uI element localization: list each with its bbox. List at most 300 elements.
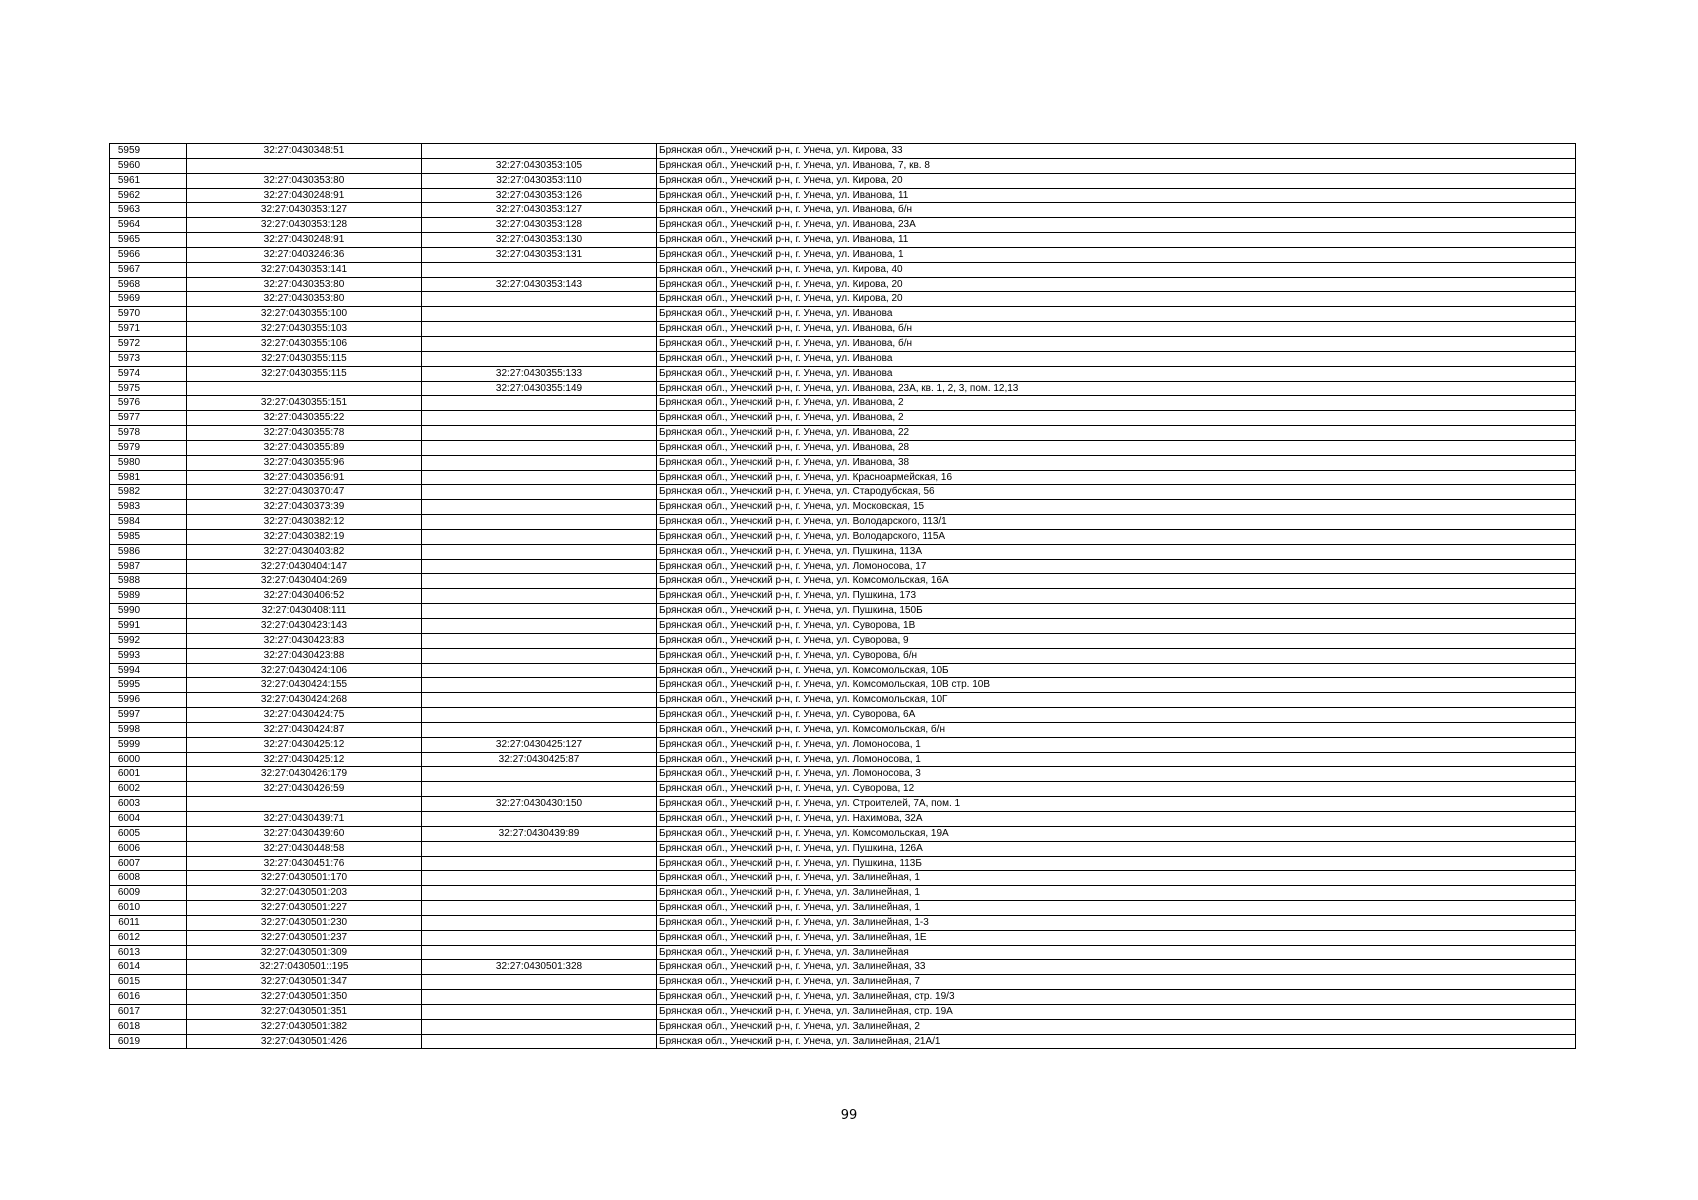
address: Брянская обл., Унечский р-н, г. Унеча, ул. Иванова, б/н (657, 336, 1576, 351)
object-cadastral-number (422, 426, 657, 441)
address: Брянская обл., Унечский р-н, г. Унеча, ул. Суворова, б/н (657, 648, 1576, 663)
address: Брянская обл., Унечский р-н, г. Унеча, ул. Володарского, 115А (657, 529, 1576, 544)
cadastral-number (187, 158, 422, 173)
cadastral-number: 32:27:0430501:351 (187, 1004, 422, 1019)
row-number: 5985 (110, 529, 187, 544)
row-number: 6006 (110, 841, 187, 856)
row-number: 5961 (110, 173, 187, 188)
address: Брянская обл., Унечский р-н, г. Унеча, ул. Пушкина, 173 (657, 589, 1576, 604)
address: Брянская обл., Унечский р-н, г. Унеча, ул. Кирова, 40 (657, 262, 1576, 277)
row-number: 5996 (110, 693, 187, 708)
table-row (110, 856, 1576, 871)
cadastral-number: 32:27:0430404:147 (187, 559, 422, 574)
table-row (110, 693, 1576, 708)
table-row (110, 797, 1576, 812)
row-number: 6016 (110, 990, 187, 1005)
row-number: 6009 (110, 886, 187, 901)
object-cadastral-number (422, 708, 657, 723)
row-number: 5988 (110, 574, 187, 589)
row-number: 6014 (110, 960, 187, 975)
cadastral-number: 32:27:0430501::195 (187, 960, 422, 975)
cadastral-number: 32:27:0430448:58 (187, 841, 422, 856)
object-cadastral-number (422, 574, 657, 589)
object-cadastral-number (422, 663, 657, 678)
cadastral-number: 32:27:0430501:170 (187, 871, 422, 886)
object-cadastral-number (422, 307, 657, 322)
address: Брянская обл., Унечский р-н, г. Унеча, ул. Залинейная, 2 (657, 1019, 1576, 1034)
object-cadastral-number (422, 722, 657, 737)
cadastral-number: 32:27:0430353:80 (187, 173, 422, 188)
row-number: 5998 (110, 722, 187, 737)
address: Брянская обл., Унечский р-н, г. Унеча, ул. Пушкина, 150Б (657, 604, 1576, 619)
table-row (110, 841, 1576, 856)
cadastral-number: 32:27:0430501:347 (187, 975, 422, 990)
cadastral-number: 32:27:0430355:115 (187, 366, 422, 381)
cadastral-number: 32:27:0430403:82 (187, 544, 422, 559)
cadastral-number (187, 797, 422, 812)
address: Брянская обл., Унечский р-н, г. Унеча, ул. Иванова, 23А (657, 218, 1576, 233)
row-number: 5966 (110, 247, 187, 262)
object-cadastral-number (422, 915, 657, 930)
table-row (110, 886, 1576, 901)
table-row (110, 277, 1576, 292)
table-row (110, 826, 1576, 841)
cadastral-number: 32:27:0430424:87 (187, 722, 422, 737)
cadastral-number: 32:27:0430353:128 (187, 218, 422, 233)
row-number: 5986 (110, 544, 187, 559)
table-row (110, 960, 1576, 975)
address: Брянская обл., Унечский р-н, г. Унеча, ул. Кирова, 20 (657, 173, 1576, 188)
object-cadastral-number: 32:27:0430353:128 (422, 218, 657, 233)
row-number: 6012 (110, 930, 187, 945)
cadastral-number: 32:27:0430370:47 (187, 485, 422, 500)
object-cadastral-number (422, 619, 657, 634)
address: Брянская обл., Унечский р-н, г. Унеча, ул. Залинейная, 1 (657, 886, 1576, 901)
table-row (110, 203, 1576, 218)
row-number: 6003 (110, 797, 187, 812)
address: Брянская обл., Унечский р-н, г. Унеча, ул. Иванова, 7, кв. 8 (657, 158, 1576, 173)
address: Брянская обл., Унечский р-н, г. Унеча, ул. Залинейная, 1Е (657, 930, 1576, 945)
address: Брянская обл., Унечский р-н, г. Унеча, ул. Залинейная, 21А/1 (657, 1034, 1576, 1049)
cadastral-number: 32:27:0430423:83 (187, 633, 422, 648)
cadastral-number: 32:27:0430439:71 (187, 811, 422, 826)
object-cadastral-number (422, 856, 657, 871)
table-row (110, 426, 1576, 441)
cadastral-number: 32:27:0430501:203 (187, 886, 422, 901)
row-number: 6008 (110, 871, 187, 886)
address: Брянская обл., Унечский р-н, г. Унеча, ул. Комсомольская, 19А (657, 826, 1576, 841)
row-number: 5994 (110, 663, 187, 678)
object-cadastral-number (422, 515, 657, 530)
cadastral-number: 32:27:0430382:19 (187, 529, 422, 544)
row-number: 6005 (110, 826, 187, 841)
object-cadastral-number (422, 144, 657, 159)
row-number: 5989 (110, 589, 187, 604)
cadastral-number: 32:27:0430501:426 (187, 1034, 422, 1049)
table-row (110, 366, 1576, 381)
table-row (110, 307, 1576, 322)
object-cadastral-number (422, 648, 657, 663)
row-number: 5967 (110, 262, 187, 277)
row-number: 5960 (110, 158, 187, 173)
row-number: 5990 (110, 604, 187, 619)
table-row (110, 945, 1576, 960)
table-row (110, 990, 1576, 1005)
row-number: 5962 (110, 188, 187, 203)
table-row (110, 262, 1576, 277)
table-row (110, 722, 1576, 737)
address: Брянская обл., Унечский р-н, г. Унеча, ул. Ломоносова, 1 (657, 752, 1576, 767)
address: Брянская обл., Унечский р-н, г. Унеча, ул. Кирова, 33 (657, 144, 1576, 159)
row-number: 5978 (110, 426, 187, 441)
registry-table (109, 143, 1576, 1049)
address: Брянская обл., Унечский р-н, г. Унеча, ул. Кирова, 20 (657, 277, 1576, 292)
row-number: 6007 (110, 856, 187, 871)
cadastral-number: 32:27:0430248:91 (187, 233, 422, 248)
object-cadastral-number (422, 351, 657, 366)
object-cadastral-number: 32:27:0430353:131 (422, 247, 657, 262)
cadastral-number: 32:27:0430501:237 (187, 930, 422, 945)
object-cadastral-number (422, 440, 657, 455)
cadastral-number: 32:27:0430501:309 (187, 945, 422, 960)
address: Брянская обл., Унечский р-н, г. Унеча, ул. Суворова, 1В (657, 619, 1576, 634)
cadastral-number (187, 381, 422, 396)
address: Брянская обл., Унечский р-н, г. Унеча, ул. Иванова (657, 307, 1576, 322)
address: Брянская обл., Унечский р-н, г. Унеча, ул. Ломоносова, 1 (657, 737, 1576, 752)
cadastral-number: 32:27:0430355:22 (187, 411, 422, 426)
row-number: 5980 (110, 455, 187, 470)
row-number: 5983 (110, 500, 187, 515)
row-number: 5969 (110, 292, 187, 307)
address: Брянская обл., Унечский р-н, г. Унеча, ул. Иванова, б/н (657, 203, 1576, 218)
table-row (110, 901, 1576, 916)
row-number: 5976 (110, 396, 187, 411)
row-number: 6001 (110, 767, 187, 782)
address: Брянская обл., Унечский р-н, г. Унеча, ул. Иванова, 22 (657, 426, 1576, 441)
table-row (110, 485, 1576, 500)
address: Брянская обл., Унечский р-н, г. Унеча, ул. Комсомольская, 10Б (657, 663, 1576, 678)
cadastral-number: 32:27:0430426:179 (187, 767, 422, 782)
table-row (110, 708, 1576, 723)
table-row (110, 663, 1576, 678)
row-number: 5977 (110, 411, 187, 426)
cadastral-number: 32:27:0430439:60 (187, 826, 422, 841)
object-cadastral-number (422, 767, 657, 782)
object-cadastral-number: 32:27:0430353:110 (422, 173, 657, 188)
object-cadastral-number (422, 292, 657, 307)
table-row (110, 396, 1576, 411)
object-cadastral-number (422, 470, 657, 485)
cadastral-number: 32:27:0430353:127 (187, 203, 422, 218)
table-row (110, 752, 1576, 767)
cadastral-number: 32:27:0430355:78 (187, 426, 422, 441)
object-cadastral-number: 32:27:0430355:149 (422, 381, 657, 396)
table-row (110, 915, 1576, 930)
object-cadastral-number (422, 1034, 657, 1049)
object-cadastral-number: 32:27:0430353:126 (422, 188, 657, 203)
address: Брянская обл., Унечский р-н, г. Унеча, ул. Кирова, 20 (657, 292, 1576, 307)
object-cadastral-number (422, 990, 657, 1005)
object-cadastral-number (422, 841, 657, 856)
cadastral-number: 32:27:0430425:12 (187, 737, 422, 752)
object-cadastral-number (422, 811, 657, 826)
address: Брянская обл., Унечский р-н, г. Унеча, ул. Красноармейская, 16 (657, 470, 1576, 485)
table-row (110, 782, 1576, 797)
row-number: 5995 (110, 678, 187, 693)
address: Брянская обл., Унечский р-н, г. Унеча, ул. Иванова (657, 351, 1576, 366)
object-cadastral-number (422, 782, 657, 797)
table-row (110, 158, 1576, 173)
row-number: 6000 (110, 752, 187, 767)
cadastral-number: 32:27:0430353:80 (187, 277, 422, 292)
table-row (110, 381, 1576, 396)
address: Брянская обл., Унечский р-н, г. Унеча, ул. Иванова, 11 (657, 233, 1576, 248)
object-cadastral-number (422, 455, 657, 470)
table-row (110, 218, 1576, 233)
address: Брянская обл., Унечский р-н, г. Унеча, ул. Иванова, 1 (657, 247, 1576, 262)
table-row (110, 589, 1576, 604)
address: Брянская обл., Унечский р-н, г. Унеча, ул. Иванова, 28 (657, 440, 1576, 455)
address: Брянская обл., Унечский р-н, г. Унеча, ул. Залинейная, 1 (657, 871, 1576, 886)
row-number: 5968 (110, 277, 187, 292)
row-number: 6010 (110, 901, 187, 916)
row-number: 5987 (110, 559, 187, 574)
object-cadastral-number (422, 945, 657, 960)
row-number: 5971 (110, 322, 187, 337)
object-cadastral-number: 32:27:0430430:150 (422, 797, 657, 812)
row-number: 5973 (110, 351, 187, 366)
address: Брянская обл., Унечский р-н, г. Унеча, ул. Залинейная (657, 945, 1576, 960)
address: Брянская обл., Унечский р-н, г. Унеча, ул. Московская, 15 (657, 500, 1576, 515)
address: Брянская обл., Унечский р-н, г. Унеча, ул. Иванова, 11 (657, 188, 1576, 203)
object-cadastral-number: 32:27:0430425:127 (422, 737, 657, 752)
object-cadastral-number: 32:27:0430501:328 (422, 960, 657, 975)
cadastral-number: 32:27:0430423:143 (187, 619, 422, 634)
address: Брянская обл., Унечский р-н, г. Унеча, ул. Залинейная, стр. 19/3 (657, 990, 1576, 1005)
object-cadastral-number: 32:27:0430439:89 (422, 826, 657, 841)
row-number: 5959 (110, 144, 187, 159)
address: Брянская обл., Унечский р-н, г. Унеча, ул. Иванова, 38 (657, 455, 1576, 470)
cadastral-number: 32:27:0430355:115 (187, 351, 422, 366)
object-cadastral-number: 32:27:0430353:130 (422, 233, 657, 248)
address: Брянская обл., Унечский р-н, г. Унеча, ул. Залинейная, 1-3 (657, 915, 1576, 930)
cadastral-number: 32:27:0430423:88 (187, 648, 422, 663)
object-cadastral-number: 32:27:0430353:143 (422, 277, 657, 292)
table-row (110, 440, 1576, 455)
address: Брянская обл., Унечский р-н, г. Унеча, ул. Залинейная, стр. 19А (657, 1004, 1576, 1019)
cadastral-number: 32:27:0430382:12 (187, 515, 422, 530)
address: Брянская обл., Унечский р-н, г. Унеча, ул. Суворова, 6А (657, 708, 1576, 723)
object-cadastral-number (422, 589, 657, 604)
row-number: 6019 (110, 1034, 187, 1049)
table-row (110, 188, 1576, 203)
object-cadastral-number (422, 886, 657, 901)
table-row (110, 173, 1576, 188)
object-cadastral-number (422, 262, 657, 277)
cadastral-number: 32:27:0403246:36 (187, 247, 422, 262)
table-row (110, 871, 1576, 886)
row-number: 5974 (110, 366, 187, 381)
row-number: 5991 (110, 619, 187, 634)
cadastral-number: 32:27:0430353:141 (187, 262, 422, 277)
address: Брянская обл., Унечский р-н, г. Унеча, ул. Пушкина, 126А (657, 841, 1576, 856)
cadastral-number: 32:27:0430426:59 (187, 782, 422, 797)
cadastral-number: 32:27:0430424:155 (187, 678, 422, 693)
table-row (110, 574, 1576, 589)
object-cadastral-number (422, 559, 657, 574)
table-row (110, 455, 1576, 470)
row-number: 5999 (110, 737, 187, 752)
table-row (110, 1019, 1576, 1034)
registry-body (110, 144, 1576, 1049)
object-cadastral-number (422, 871, 657, 886)
object-cadastral-number (422, 544, 657, 559)
address: Брянская обл., Унечский р-н, г. Унеча, ул. Строителей, 7А, пом. 1 (657, 797, 1576, 812)
object-cadastral-number (422, 336, 657, 351)
object-cadastral-number (422, 901, 657, 916)
table-row (110, 633, 1576, 648)
address: Брянская обл., Унечский р-н, г. Унеча, ул. Комсомольская, 10В стр. 10В (657, 678, 1576, 693)
address: Брянская обл., Унечский р-н, г. Унеча, ул. Стародубская, 56 (657, 485, 1576, 500)
cadastral-number: 32:27:0430356:91 (187, 470, 422, 485)
row-number: 6013 (110, 945, 187, 960)
address: Брянская обл., Унечский р-н, г. Унеча, ул. Иванова (657, 366, 1576, 381)
object-cadastral-number (422, 930, 657, 945)
cadastral-number: 32:27:0430355:100 (187, 307, 422, 322)
row-number: 5982 (110, 485, 187, 500)
row-number: 5964 (110, 218, 187, 233)
cadastral-number: 32:27:0430348:51 (187, 144, 422, 159)
row-number: 5970 (110, 307, 187, 322)
table-row (110, 233, 1576, 248)
row-number: 6004 (110, 811, 187, 826)
table-row (110, 811, 1576, 826)
table-row (110, 500, 1576, 515)
address: Брянская обл., Унечский р-н, г. Унеча, ул. Пушкина, 113А (657, 544, 1576, 559)
cadastral-number: 32:27:0430355:106 (187, 336, 422, 351)
table-row (110, 247, 1576, 262)
row-number: 6018 (110, 1019, 187, 1034)
table-row (110, 351, 1576, 366)
table-row (110, 336, 1576, 351)
object-cadastral-number (422, 396, 657, 411)
table-row (110, 648, 1576, 663)
cadastral-number: 32:27:0430501:230 (187, 915, 422, 930)
table-row (110, 619, 1576, 634)
row-number: 5993 (110, 648, 187, 663)
address: Брянская обл., Унечский р-н, г. Унеча, ул. Комсомольская, 10Г (657, 693, 1576, 708)
page-number: 99 (840, 1108, 858, 1123)
address: Брянская обл., Унечский р-н, г. Унеча, ул. Залинейная, 33 (657, 960, 1576, 975)
address: Брянская обл., Унечский р-н, г. Унеча, ул. Пушкина, 113Б (657, 856, 1576, 871)
cadastral-number: 32:27:0430355:151 (187, 396, 422, 411)
address: Брянская обл., Унечский р-н, г. Унеча, ул. Ломоносова, 17 (657, 559, 1576, 574)
address: Брянская обл., Унечский р-н, г. Унеча, ул. Суворова, 12 (657, 782, 1576, 797)
row-number: 5992 (110, 633, 187, 648)
cadastral-number: 32:27:0430501:227 (187, 901, 422, 916)
table-row (110, 529, 1576, 544)
cadastral-number: 32:27:0430408:111 (187, 604, 422, 619)
object-cadastral-number: 32:27:0430353:105 (422, 158, 657, 173)
cadastral-number: 32:27:0430425:12 (187, 752, 422, 767)
address: Брянская обл., Унечский р-н, г. Унеча, ул. Иванова, 2 (657, 396, 1576, 411)
table-row (110, 737, 1576, 752)
table-row (110, 322, 1576, 337)
table-row (110, 411, 1576, 426)
object-cadastral-number (422, 322, 657, 337)
row-number: 5981 (110, 470, 187, 485)
cadastral-number: 32:27:0430424:75 (187, 708, 422, 723)
cadastral-number: 32:27:0430404:269 (187, 574, 422, 589)
row-number: 5965 (110, 233, 187, 248)
cadastral-number: 32:27:0430248:91 (187, 188, 422, 203)
table-row (110, 930, 1576, 945)
cadastral-number: 32:27:0430355:103 (187, 322, 422, 337)
address: Брянская обл., Унечский р-н, г. Унеча, ул. Иванова, б/н (657, 322, 1576, 337)
table-row (110, 1034, 1576, 1049)
row-number: 5997 (110, 708, 187, 723)
address: Брянская обл., Унечский р-н, г. Унеча, ул. Комсомольская, б/н (657, 722, 1576, 737)
cadastral-number: 32:27:0430406:52 (187, 589, 422, 604)
address: Брянская обл., Унечский р-н, г. Унеча, ул. Ломоносова, 3 (657, 767, 1576, 782)
object-cadastral-number (422, 604, 657, 619)
object-cadastral-number (422, 411, 657, 426)
address: Брянская обл., Унечский р-н, г. Унеча, ул. Иванова, 2 (657, 411, 1576, 426)
table-row (110, 515, 1576, 530)
table-row (110, 604, 1576, 619)
address: Брянская обл., Унечский р-н, г. Унеча, ул. Иванова, 23А, кв. 1, 2, 3, пом. 12,13 (657, 381, 1576, 396)
row-number: 6015 (110, 975, 187, 990)
object-cadastral-number (422, 529, 657, 544)
cadastral-number: 32:27:0430355:89 (187, 440, 422, 455)
cadastral-number: 32:27:0430424:106 (187, 663, 422, 678)
object-cadastral-number (422, 485, 657, 500)
row-number: 5972 (110, 336, 187, 351)
cadastral-number: 32:27:0430373:39 (187, 500, 422, 515)
object-cadastral-number (422, 975, 657, 990)
object-cadastral-number: 32:27:0430353:127 (422, 203, 657, 218)
cadastral-number: 32:27:0430355:96 (187, 455, 422, 470)
address: Брянская обл., Унечский р-н, г. Унеча, ул. Суворова, 9 (657, 633, 1576, 648)
table-row (110, 1004, 1576, 1019)
table-row (110, 767, 1576, 782)
address: Брянская обл., Унечский р-н, г. Унеча, ул. Залинейная, 1 (657, 901, 1576, 916)
address: Брянская обл., Унечский р-н, г. Унеча, ул. Комсомольская, 16А (657, 574, 1576, 589)
cadastral-number: 32:27:0430424:268 (187, 693, 422, 708)
row-number: 5975 (110, 381, 187, 396)
address: Брянская обл., Унечский р-н, г. Унеча, ул. Нахимова, 32А (657, 811, 1576, 826)
table-row (110, 470, 1576, 485)
cadastral-number: 32:27:0430353:80 (187, 292, 422, 307)
object-cadastral-number (422, 678, 657, 693)
object-cadastral-number: 32:27:0430425:87 (422, 752, 657, 767)
cadastral-number: 32:27:0430501:382 (187, 1019, 422, 1034)
table-row (110, 544, 1576, 559)
object-cadastral-number (422, 1004, 657, 1019)
table-row (110, 975, 1576, 990)
table-row (110, 144, 1576, 159)
object-cadastral-number: 32:27:0430355:133 (422, 366, 657, 381)
row-number: 6011 (110, 915, 187, 930)
row-number: 5984 (110, 515, 187, 530)
address: Брянская обл., Унечский р-н, г. Унеча, ул. Залинейная, 7 (657, 975, 1576, 990)
object-cadastral-number (422, 693, 657, 708)
object-cadastral-number (422, 500, 657, 515)
cadastral-number: 32:27:0430501:350 (187, 990, 422, 1005)
table-row (110, 292, 1576, 307)
table-row (110, 559, 1576, 574)
object-cadastral-number (422, 633, 657, 648)
